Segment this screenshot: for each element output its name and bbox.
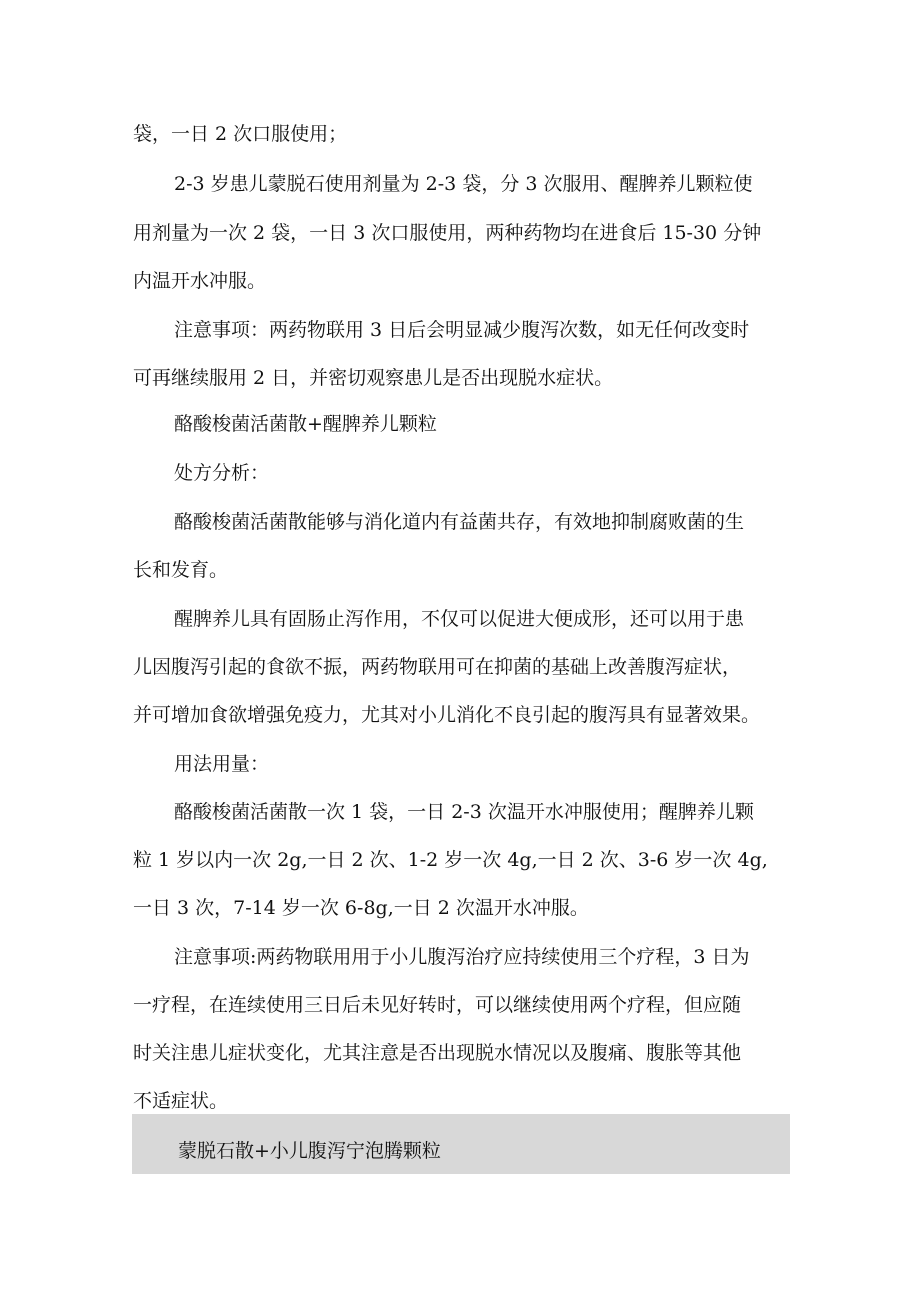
highlighted-heading-text: 蒙脱石散+小儿腹泻宁泡腾颗粒 [178, 1140, 441, 1162]
text-line: 醒脾养儿具有固肠止泻作用，不仅可以促进大便成形，还可以用于患 [174, 608, 745, 630]
text-line: 时关注患儿症状变化，尤其注意是否出现脱水情况以及腹痛、腹胀等其他 [133, 1042, 742, 1064]
text-line: 酪酸梭菌活菌散能够与消化道内有益菌共存，有效地抑制腐败菌的生 [174, 511, 745, 533]
text-line: 一疗程，在连续使用三日后未见好转时，可以继续使用两个疗程，但应随 [133, 994, 742, 1016]
section-title-text: 酪酸梭菌活菌散+醒脾养儿颗粒 [174, 413, 437, 435]
text-line: 粒 1 岁以内一次 2g,一日 2 次、1-2 岁一次 4g,一日 2 次、3-6 岁一次 4g, [133, 849, 768, 871]
text-line: 内温开水冲服。 [133, 270, 267, 292]
text-line: 儿因腹泻引起的食欲不振，两药物联用可在抑菌的基础上改善腹泻症状， [133, 656, 742, 678]
text-line: 可再继续服用 2 日，并密切观察患儿是否出现脱水症状。 [133, 367, 614, 389]
text-line: 长和发育。 [133, 559, 229, 581]
text-line: 酪酸梭菌活菌散一次 1 袋，一日 2-3 次温开水冲服使用；醒脾养儿颗 [174, 801, 754, 823]
text-line: 袋，一日 2 次口服使用； [133, 123, 348, 145]
text-line: 用法用量： [174, 753, 270, 775]
text-line: 不适症状。 [133, 1090, 229, 1112]
text-line: 用剂量为一次 2 袋，一日 3 次口服使用，两种药物均在进食后 15-30 分钟 [133, 222, 762, 244]
text-line: 处方分析： [174, 462, 270, 484]
highlighted-heading [132, 1114, 790, 1174]
text-line: 并可增加食欲增强免疫力，尤其对小儿消化不良引起的腹泻具有显著效果。 [133, 704, 761, 726]
text-line: 2-3 岁患儿蒙脱石使用剂量为 2-3 袋，分 3 次服用、醒脾养儿颗粒使 [174, 173, 753, 195]
text-line: 注意事项:两药物联用用于小儿腹泻治疗应持续使用三个疗程，3 日为 [174, 946, 750, 968]
text-line: 一日 3 次，7-14 岁一次 6-8g,一日 2 次温开水冲服。 [133, 897, 589, 919]
text-line: 注意事项：两药物联用 3 日后会明显减少腹泻次数，如无任何改变时 [174, 319, 750, 341]
